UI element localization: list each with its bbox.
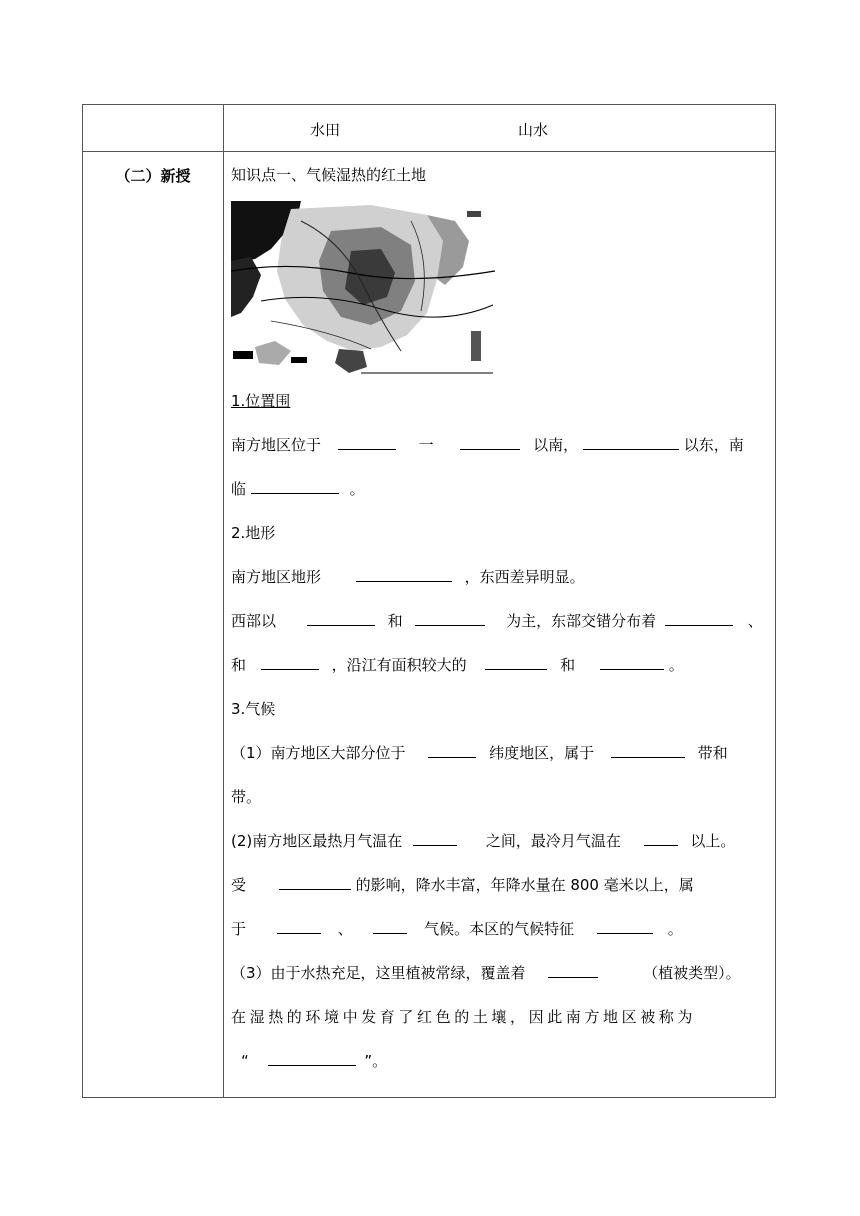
- knowledge-point-title: 知识点一、气候湿热的红土地: [231, 166, 427, 184]
- blank-terrain-5[interactable]: [261, 653, 319, 670]
- terrain-line-2: [231, 609, 771, 633]
- south-china-map: [231, 201, 495, 377]
- blank-climate-9[interactable]: [548, 961, 598, 978]
- blank-position-1[interactable]: [338, 433, 396, 450]
- climate-line-4: [231, 873, 771, 897]
- terrain-text-10: 。: [668, 656, 684, 674]
- climate-heading: 3.气候: [231, 700, 276, 718]
- climate-text-7: 以上。: [690, 832, 736, 850]
- climate-text-13: 。: [667, 920, 683, 938]
- blank-position-3[interactable]: [583, 433, 679, 450]
- blank-climate-6[interactable]: [277, 917, 321, 934]
- blank-climate-7[interactable]: [373, 917, 407, 934]
- section-label: （二）新授: [115, 167, 191, 185]
- climate-text-2: 纬度地区，属于: [489, 744, 595, 762]
- top-word-left: 水田: [310, 121, 341, 139]
- climate-line-2: [231, 785, 771, 809]
- blank-climate-3[interactable]: [413, 829, 457, 846]
- climate-text-1: （1）南方地区大部分位于: [231, 744, 406, 762]
- position-text-3: 以东，南: [683, 436, 744, 454]
- position-dash: 一: [418, 436, 434, 454]
- row-divider: [83, 151, 775, 152]
- climate-text-12: 气候。本区的气候特征: [424, 920, 575, 938]
- position-text-1: 南方地区位于: [231, 436, 322, 454]
- terrain-text-2: ，东西差异明显。: [464, 568, 585, 586]
- position-text-4: 临: [231, 480, 247, 498]
- climate-text-6: 之间，最冷月气温在: [485, 832, 621, 850]
- terrain-text-1: 南方地区地形: [231, 568, 322, 586]
- climate-text-16: 在湿热的环境中发育了红色的土壤，因此南方地区被称为: [231, 1008, 697, 1026]
- terrain-line-3: [231, 653, 771, 677]
- position-line-1: [231, 433, 771, 457]
- position-line-2: [231, 477, 771, 501]
- climate-text-5: (2)南方地区最热月气温在: [231, 832, 403, 850]
- climate-text-15: （植被类型）。: [643, 964, 741, 982]
- climate-text-11: 、: [337, 920, 353, 938]
- top-word-right: 山水: [518, 121, 549, 139]
- climate-text-9: 的影响，降水丰富，年降水量在 800 毫米以上，属: [355, 876, 694, 894]
- map-graphic: [231, 201, 495, 377]
- terrain-text-4: 和: [387, 612, 403, 630]
- blank-terrain-1[interactable]: [356, 565, 452, 582]
- position-text-2: 以南，: [533, 436, 579, 454]
- blank-terrain-3[interactable]: [415, 609, 485, 626]
- blank-position-2[interactable]: [460, 433, 520, 450]
- blank-terrain-6[interactable]: [485, 653, 547, 670]
- climate-text-8: 受: [231, 876, 247, 894]
- position-heading: [231, 389, 771, 413]
- terrain-text-7: 和: [231, 656, 247, 674]
- blank-climate-8[interactable]: [597, 917, 653, 934]
- climate-text-14: （3）由于水热充足，这里植被常绿，覆盖着: [231, 964, 526, 982]
- terrain-text-6: 、: [747, 612, 763, 630]
- climate-line-6: [231, 961, 771, 985]
- climate-text-4: 带。: [231, 788, 262, 806]
- terrain-heading: 2.地形: [231, 524, 276, 542]
- climate-text-18: ”。: [364, 1052, 388, 1070]
- top-row-cell: [224, 105, 776, 151]
- blank-climate-1[interactable]: [428, 741, 476, 758]
- climate-line-5: [231, 917, 771, 941]
- blank-climate-4[interactable]: [644, 829, 678, 846]
- terrain-line-1: [231, 565, 771, 589]
- terrain-text-8: ，沿江有面积较大的: [331, 656, 467, 674]
- column-divider: [223, 105, 224, 1097]
- climate-line-7: [231, 1005, 771, 1029]
- terrain-text-3: 西部以: [231, 612, 277, 630]
- climate-line-8: [231, 1049, 771, 1073]
- blank-climate-5[interactable]: [279, 873, 351, 890]
- blank-terrain-4[interactable]: [665, 609, 733, 626]
- climate-line-3: [231, 829, 771, 853]
- lesson-table: [82, 104, 776, 1098]
- blank-climate-10[interactable]: [268, 1049, 356, 1066]
- climate-text-17: “: [241, 1052, 249, 1070]
- position-heading-text: 1.位置围: [231, 392, 291, 410]
- terrain-text-5: 为主，东部交错分布着: [506, 612, 657, 630]
- blank-position-4[interactable]: [251, 477, 339, 494]
- blank-terrain-2[interactable]: [307, 609, 375, 626]
- climate-line-1: [231, 741, 771, 765]
- position-text-5: 。: [349, 480, 365, 498]
- climate-text-10: 于: [231, 920, 247, 938]
- blank-terrain-7[interactable]: [600, 653, 664, 670]
- terrain-text-9: 和: [560, 656, 576, 674]
- blank-climate-2[interactable]: [611, 741, 685, 758]
- climate-text-3: 带和: [697, 744, 728, 762]
